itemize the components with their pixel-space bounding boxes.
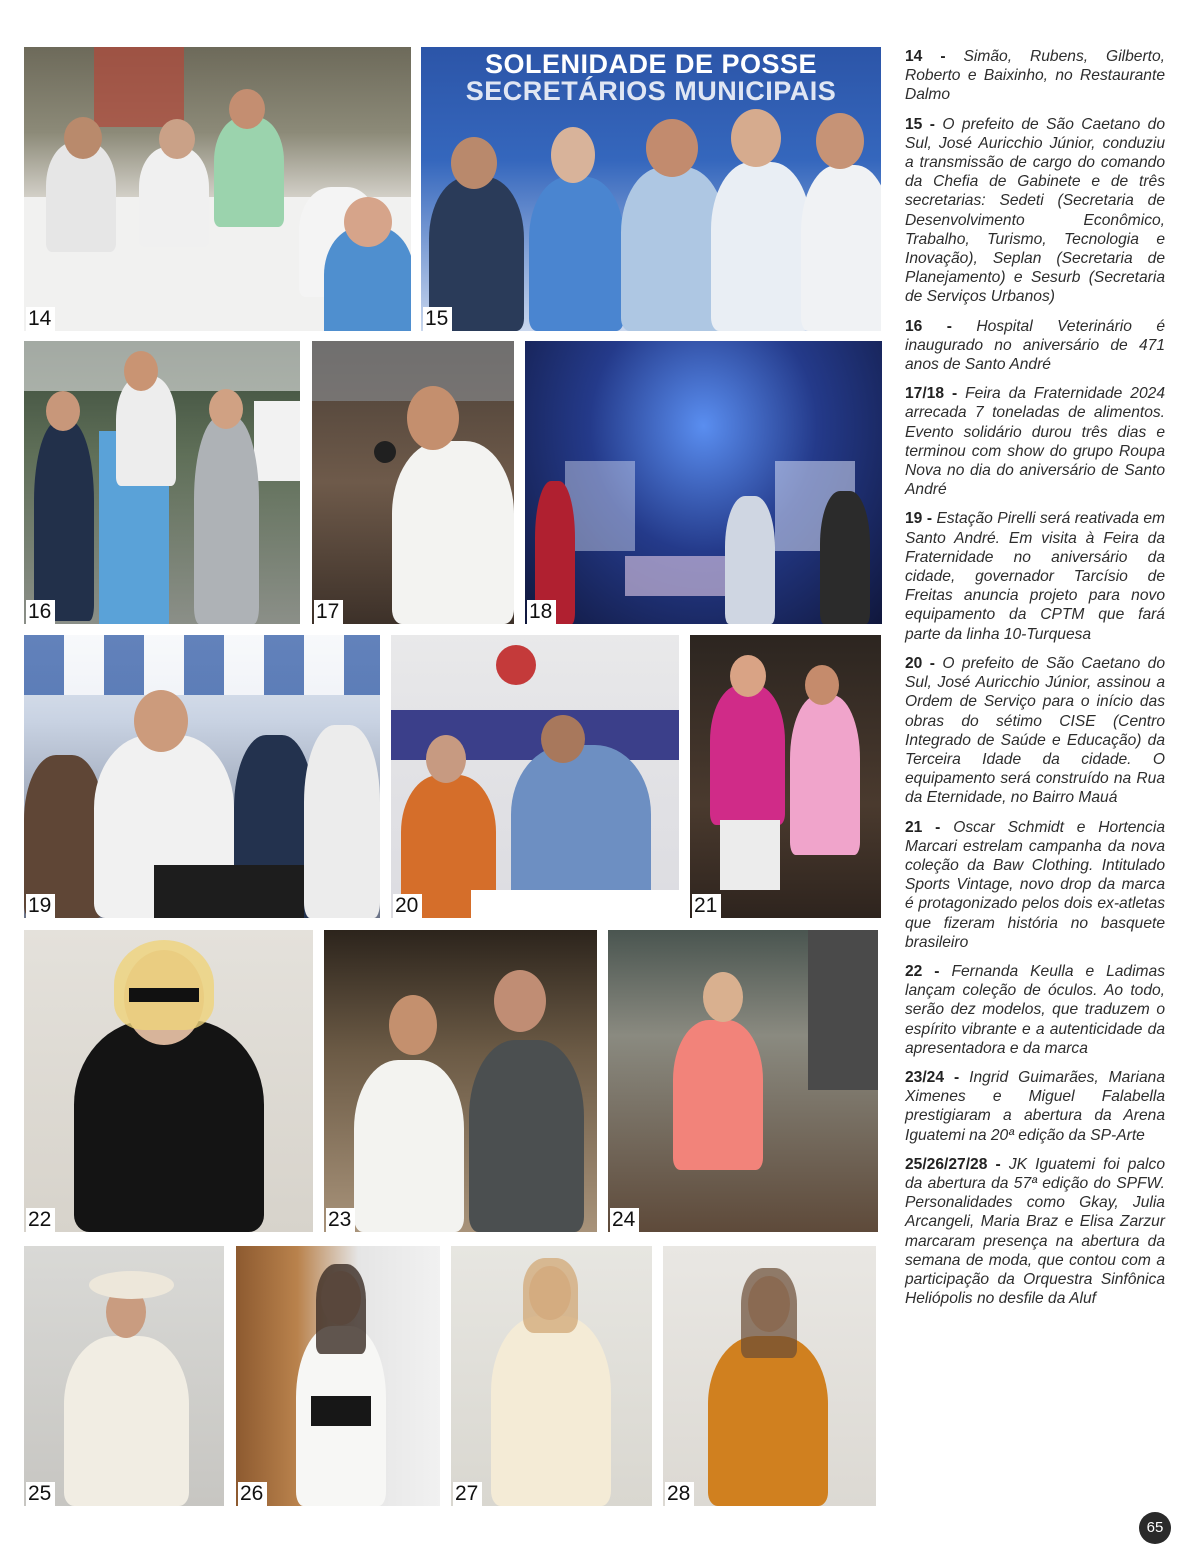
photo-18 [525, 341, 882, 624]
photo-number: 25 [26, 1482, 55, 1506]
photo-25 [24, 1246, 224, 1506]
photo-number: 15 [423, 307, 452, 331]
photo-number: 18 [527, 600, 556, 624]
photo-21 [690, 635, 881, 918]
banner-text: SOLENIDADE DE POSSE SECRETÁRIOS MUNICIPAIS [465, 49, 837, 106]
caption: 14 - Simão, Rubens, Gilberto, Roberto e Baixinho, no Restaurante Dalmo [905, 48, 1165, 104]
photo-number: 17 [314, 600, 343, 624]
photo-24 [608, 930, 878, 1232]
caption: 16 - Hospital Veterinário é inaugurado no aniversário de 471 anos de Santo André [905, 317, 1166, 374]
photo-number: 23 [326, 1208, 355, 1232]
photo-number: 16 [26, 600, 55, 624]
photo-17 [312, 341, 514, 624]
caption: 23/24 - Ingrid Guimarães, Mariana Ximenes e Miguel Falabella prestigiaram a abertura da Arena Iguatemi na 20ª edição da SP-Arte [905, 1068, 1165, 1144]
photo-number: 20 [393, 894, 422, 918]
caption: 20 - O prefeito de São Caetano do Sul, José Auricchio Júnior, assinou a Ordem de Serviço para o início das obras do sétimo CISE (Centro Integrado de Saúde e Educação) da Terceira Idade da cidade. O equipamento será construído na Rua da Eternidade, no Bairro Mauá [905, 654, 1166, 807]
photo-23 [324, 930, 597, 1232]
photo-number: 26 [238, 1482, 267, 1506]
photo-27 [451, 1246, 652, 1506]
photo-number: 24 [610, 1208, 639, 1232]
page-number: 65 [1139, 1512, 1171, 1544]
photo-number: 27 [453, 1482, 482, 1506]
photo-22 [24, 930, 313, 1232]
photo-28 [663, 1246, 876, 1506]
captions-column [905, 47, 1165, 1318]
caption: 22 - Fernanda Keulla e Ladimas lançam coleção de óculos. Ao todo, serão dez modelos, que traduzem o espírito vibrante e a autenticidade da apresentadora e da marca [905, 962, 1166, 1057]
caption: 19 - Estação Pirelli será reativada em Santo André. Em visita à Feira da Fraternidade no aniversário da cidade, governador Tarcísio de Freitas anuncia projeto para novo equipamento da CPTM que fará parte da linha 10-Turquesa [905, 510, 1165, 643]
caption: 17/18 - Feira da Fraternidade 2024 arrecada 7 toneladas de alimentos. Evento solidário durou três dias e terminou com show do grupo Roupa Nova no dia do aniversário de Santo André [905, 385, 1165, 499]
photo-number: 22 [26, 1208, 55, 1232]
photo-19 [24, 635, 380, 918]
caption: 15 - O prefeito de São Caetano do Sul, José Auricchio Júnior, conduziu a transmissão de cargo do comando da Chefia de Gabinete e de três secretarias: Sedeti (Secretaria de Desenvolvimento Econômico, Trabalho, Turismo, Tecnologia e Inovação), Seplan (Secretaria de Planejamento) e Sesurb (Secretaria de Serviços Urbanos) [905, 115, 1166, 306]
photo-14 [24, 47, 411, 331]
photo-15 [421, 47, 881, 331]
photo-26 [236, 1246, 440, 1506]
caption: 25/26/27/28 - JK Iguatemi foi palco da abertura da 57ª edição do SPFW. Personalidades como Gkay, Julia Arcangeli, Maria Braz e Elisa Zarzur marcaram presença na abertura da semana de moda, que contou com a participação da Orquestra Sinfônica Heliópolis no desfile da Aluf [905, 1155, 1165, 1308]
photo-number: 19 [26, 894, 55, 918]
photo-number: 21 [692, 894, 721, 918]
caption: 21 - Oscar Schmidt e Hortencia Marcari estrelam campanha da nova coleção da Baw Clothing. Intitulado Sports Vintage, novo drop da marca é protagonizado pelos dois ex-atletas que fizeram história no basquete brasileiro [905, 818, 1165, 951]
photo-number: 28 [665, 1482, 694, 1506]
photo-number: 14 [26, 307, 55, 331]
photo-20 [391, 635, 679, 918]
photo-16 [24, 341, 300, 624]
